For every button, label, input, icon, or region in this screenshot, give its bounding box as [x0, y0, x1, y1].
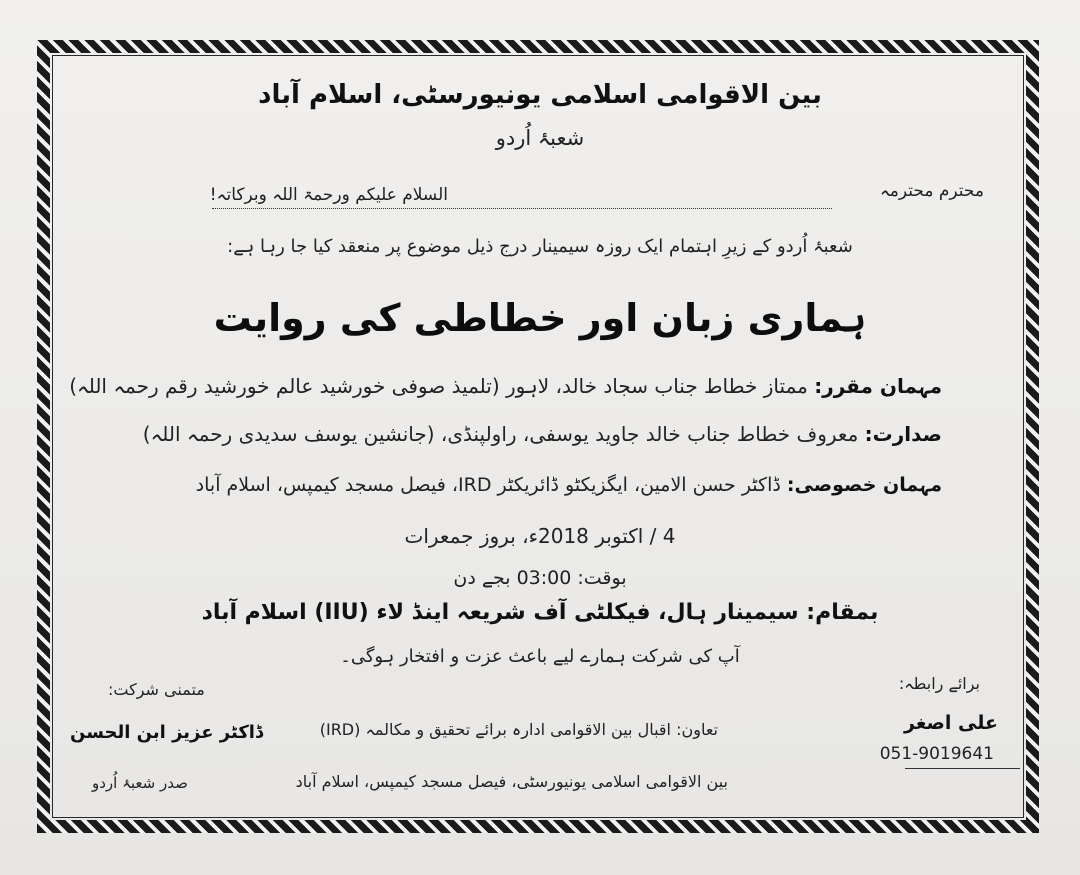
phone-underline [905, 768, 1020, 769]
guest-line [196, 474, 942, 496]
university-name: بین الاقوامی اسلامی یونیورسٹی، اسلام آباد [258, 80, 822, 110]
contact-label: برائے رابطہ: [898, 674, 980, 693]
organizer-name: ڈاکٹر عزیز ابن الحسن [70, 722, 263, 743]
organizer-role: صدر شعبۂ اُردو [92, 774, 188, 792]
event-venue: بمقام: سیمینار ہال، فیکلٹی آف شریعہ اینڈ لاء (IIU) اسلام آباد [201, 600, 879, 625]
presidency-label: صدارت: [864, 422, 942, 446]
speaker-label: مہمان مقرر: [814, 374, 942, 398]
name-blank-line [212, 208, 832, 209]
seminar-title: ہماری زبان اور خطاطی کی روایت [213, 296, 867, 340]
department-name: شعبۂ اُردو [495, 126, 585, 150]
event-time: بوقت: 03:00 بجے دن [453, 567, 627, 589]
speaker-line [69, 374, 942, 398]
salutation-greeting: السلام علیکم ورحمۃ اللہ وبرکاتہ! [209, 185, 448, 205]
salutation-respected: محترم محترمہ [879, 181, 984, 201]
presidency-line [143, 422, 942, 446]
guest-text: ڈاکٹر حسن الامین، ایگزیکٹو ڈائریکٹر IRD، فیصل مسجد کیمپس، اسلام آباد [195, 474, 781, 496]
guest-label: مہمان خصوصی: [786, 474, 942, 496]
contact-phone: 051-9019641 [879, 744, 994, 764]
closing-note: آپ کی شرکت ہمارے لیے باعث عزت و افتخار ہوگی۔ [340, 646, 740, 667]
collaboration-line1: تعاون: اقبال بین الاقوامی ادارہ برائے تحقیق و مکالمہ (IRD) [319, 720, 718, 739]
presidency-text: معروف خطاط جناب خالد جاوید یوسفی، راولپنڈی، (جانشین یوسف سدیدی رحمہ اللہ) [142, 422, 859, 446]
contact-name: علی اصغر [904, 712, 998, 734]
event-date: 4 / اکتوبر 2018ء، بروز جمعرات [404, 524, 676, 548]
collaboration-line2: بین الاقوامی اسلامی یونیورسٹی، فیصل مسجد کیمپس، اسلام آباد [295, 772, 728, 791]
organizer-label: متمنی شرکت: [108, 680, 205, 699]
speaker-text: ممتاز خطاط جناب سجاد خالد، لاہور (تلمیذ صوفی خورشید عالم خورشید رقم رحمہ اللہ) [69, 374, 808, 398]
intro-text: شعبۂ اُردو کے زیرِ اہتمام ایک روزہ سیمینار درج ذیل موضوع پر منعقد کیا جا رہا ہے: [227, 236, 853, 257]
